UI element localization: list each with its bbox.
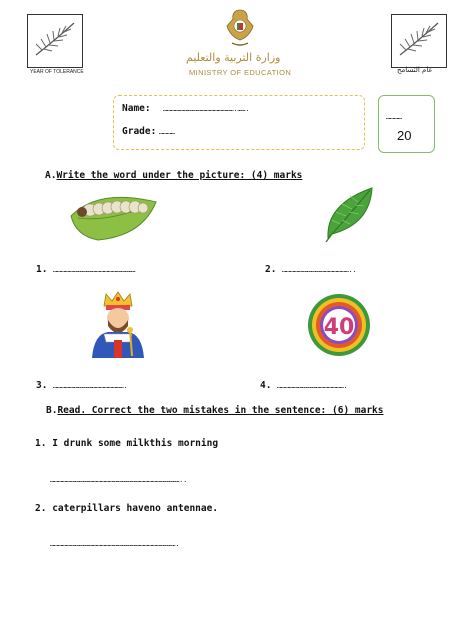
sentence-2-text: caterpillars haveno antennae. [52, 503, 219, 514]
year-of-tolerance-logo-arabic [391, 14, 447, 68]
sentence-1-number: 1. [35, 438, 47, 449]
answer-4-number: 4. [260, 380, 272, 391]
right-logo-caption: عام التسامح [397, 66, 433, 74]
name-label: Name: [122, 103, 151, 114]
section-b-read: Read. [57, 405, 87, 416]
palm-frond-icon [28, 15, 82, 67]
king-picture [86, 290, 150, 364]
student-info-box [113, 95, 365, 150]
green-leaf-icon [322, 184, 376, 244]
ministry-name-english: MINISTRY OF EDUCATION [189, 68, 292, 77]
sentence-2-answer-line[interactable]: ……………………………………………………………………………………. [50, 540, 180, 548]
score-box [378, 95, 435, 153]
balloon-number: 40 [323, 315, 355, 340]
left-logo-caption: YEAR OF TOLERANCE [30, 69, 84, 75]
caterpillar-on-leaf-icon [68, 192, 160, 242]
grade-answer-line[interactable]: ………… [159, 128, 175, 136]
grade-label: Grade: [122, 126, 157, 137]
section-b-instruction: Correct the two mistakes in the sentence: (6) marks [86, 405, 384, 416]
birthday-balloon-icon [305, 293, 373, 359]
palm-frond-icon [392, 15, 446, 67]
answer-2-number: 2. [265, 264, 277, 275]
section-b-title [46, 405, 383, 416]
answer-1-line[interactable]: ……………………………………………………… [53, 266, 136, 274]
king-icon [86, 290, 150, 360]
score-answer-line[interactable]: ………… [386, 113, 402, 121]
section-a-instruction: Write the word under the picture: (4) marks [56, 170, 303, 181]
sentence-1-answer-line[interactable]: ……………………………………………………………………………………….. [50, 476, 188, 484]
falcon-emblem-icon [222, 6, 258, 50]
answer-2-line[interactable]: …………………………………………….. [282, 266, 357, 274]
year-of-tolerance-logo [27, 14, 83, 68]
answer-1-number: 1. [36, 264, 48, 275]
name-answer-line[interactable]: ……………………………………………….……. [163, 105, 250, 113]
sentence-2 [35, 503, 218, 514]
sentence-2-number: 2. [35, 503, 47, 514]
caterpillar-picture [68, 192, 160, 246]
balloon-40-picture [305, 293, 373, 363]
answer-3-line[interactable]: ………………………………………………. [53, 382, 128, 390]
section-a-prefix: A. [45, 170, 57, 181]
answer-3-number: 3. [36, 380, 48, 391]
section-a-title [45, 170, 302, 181]
uae-emblem [222, 6, 258, 50]
score-total: 20 [397, 128, 412, 143]
leaf-picture [322, 184, 376, 248]
sentence-1-text: I drunk some milkthis morning [52, 438, 219, 449]
ministry-name-arabic: وزارة التربية والتعليم [186, 51, 281, 64]
sentence-1 [35, 438, 218, 449]
answer-4-line[interactable]: ……………………………………………. [277, 382, 348, 390]
section-b-prefix: B. [46, 405, 58, 416]
